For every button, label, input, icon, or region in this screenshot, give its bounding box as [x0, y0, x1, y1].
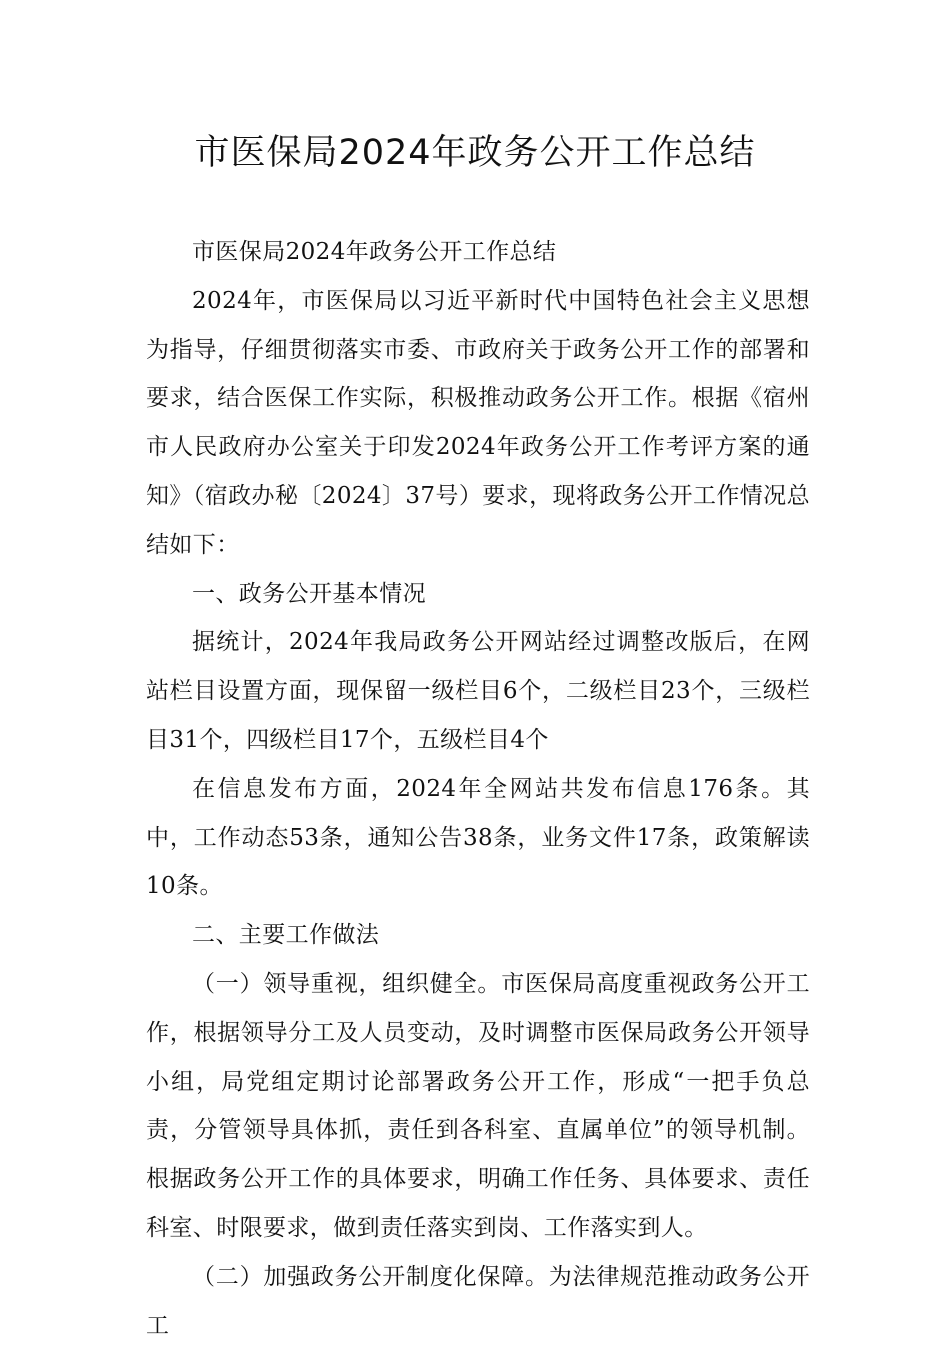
body-heading-repeat: 市医保局2024年政务公开工作总结: [192, 239, 557, 265]
statistics-paragraph: 据统计，2024年我局政务公开网站经过调整改版后，在网站栏目设置方面，现保留一级栏目6个，二级栏目23个，三级栏目31个，四级栏目17个，五级栏目4个: [146, 629, 810, 753]
section-heading-basic-situation: 一、政务公开基本情况: [192, 580, 426, 607]
publication-paragraph: 在信息发布方面，2024年全网站共发布信息176条。其中，工作动态53条，通知公告38条，业务文件17条，政策解读10条。: [146, 775, 810, 900]
intro-paragraph: 2024年，市医保局以习近平新时代中国特色社会主义思想为指导，仔细贯彻落实市委、市政府关于政务公开工作的部署和要求，结合医保工作实际，积极推动政务公开工作。根据《宿州市人民政府办公室关于印发2024年政务公开工作考评方案的通知》（宿政办秘〔2024〕37号）要求，现将政务公开工作情况总结如下：: [146, 287, 810, 558]
document-title: 市医保局2024年政务公开工作总结: [194, 133, 756, 173]
document-body: [146, 228, 810, 1350]
section-heading-main-practices: 二、主要工作做法: [192, 922, 380, 949]
practice-item-2: （二）加强政务公开制度化保障。为法律规范推动政务公开工: [146, 1263, 810, 1339]
practice-item-1: （一）领导重视，组织健全。市医保局高度重视政务公开工作，根据领导分工及人员变动，及时调整市医保局政务公开领导小组，局党组定期讨论部署政务公开工作，形成“一把手负总责，分管领导具体抓，责任到各科室、直属单位”的领导机制。根据政务公开工作的具体要求，明确工作任务、具体要求、责任科室、时限要求，做到责任落实到岗、工作落实到人。: [146, 970, 810, 1241]
